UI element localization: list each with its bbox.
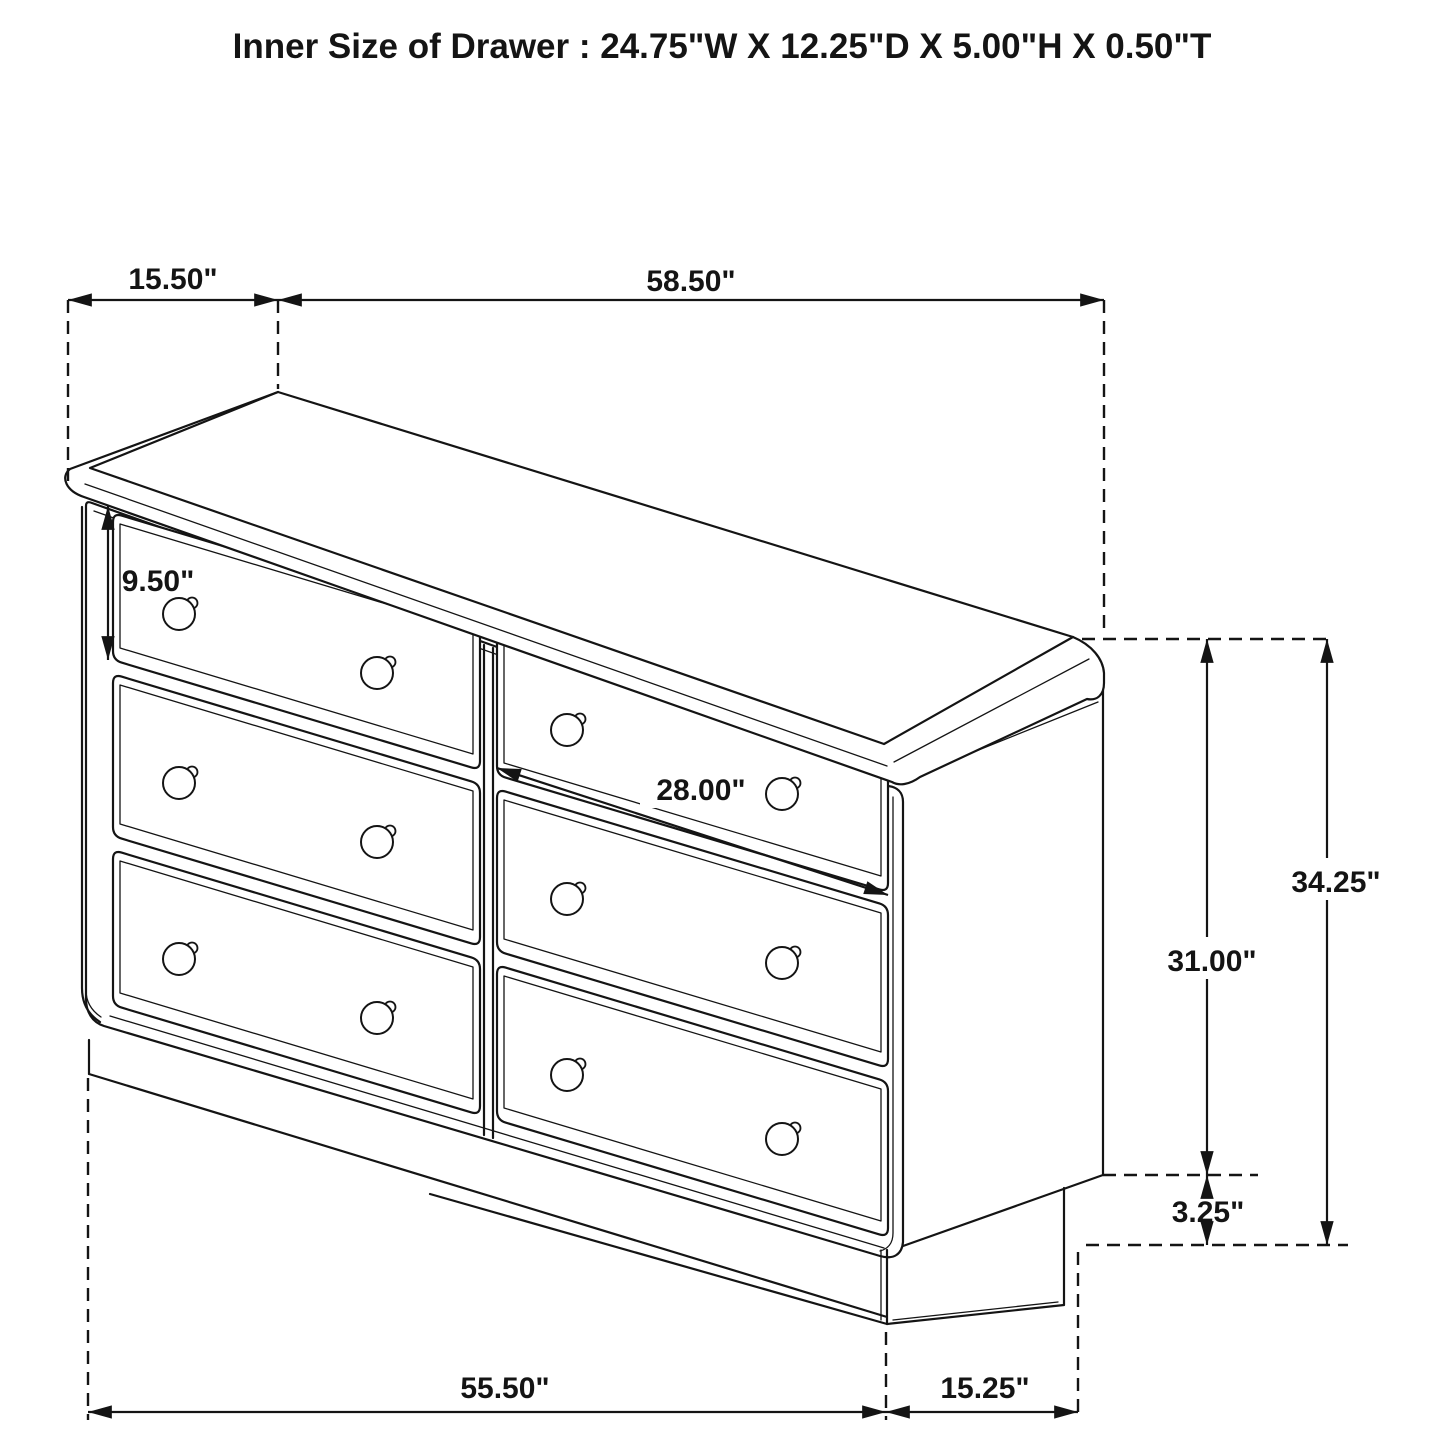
label-top-width: 58.50": [646, 265, 736, 298]
page-title: Inner Size of Drawer : 24.75"W X 12.25"D X 5.00"H X 0.50"T: [232, 27, 1212, 66]
side-panel-face: [903, 692, 1103, 1246]
label-case-height: 31.00": [1167, 945, 1257, 978]
label-drawer-height: 9.50": [121, 565, 195, 598]
label-top-depth: 15.50": [128, 263, 218, 296]
label-base-depth: 15.25": [940, 1372, 1030, 1405]
dresser-drawing: [65, 392, 1104, 1324]
label-overall-height: 34.25": [1291, 866, 1381, 899]
label-drawer-width: 28.00": [656, 774, 746, 807]
label-base-width: 55.50": [460, 1372, 550, 1405]
label-base-height: 3.25": [1171, 1196, 1245, 1229]
